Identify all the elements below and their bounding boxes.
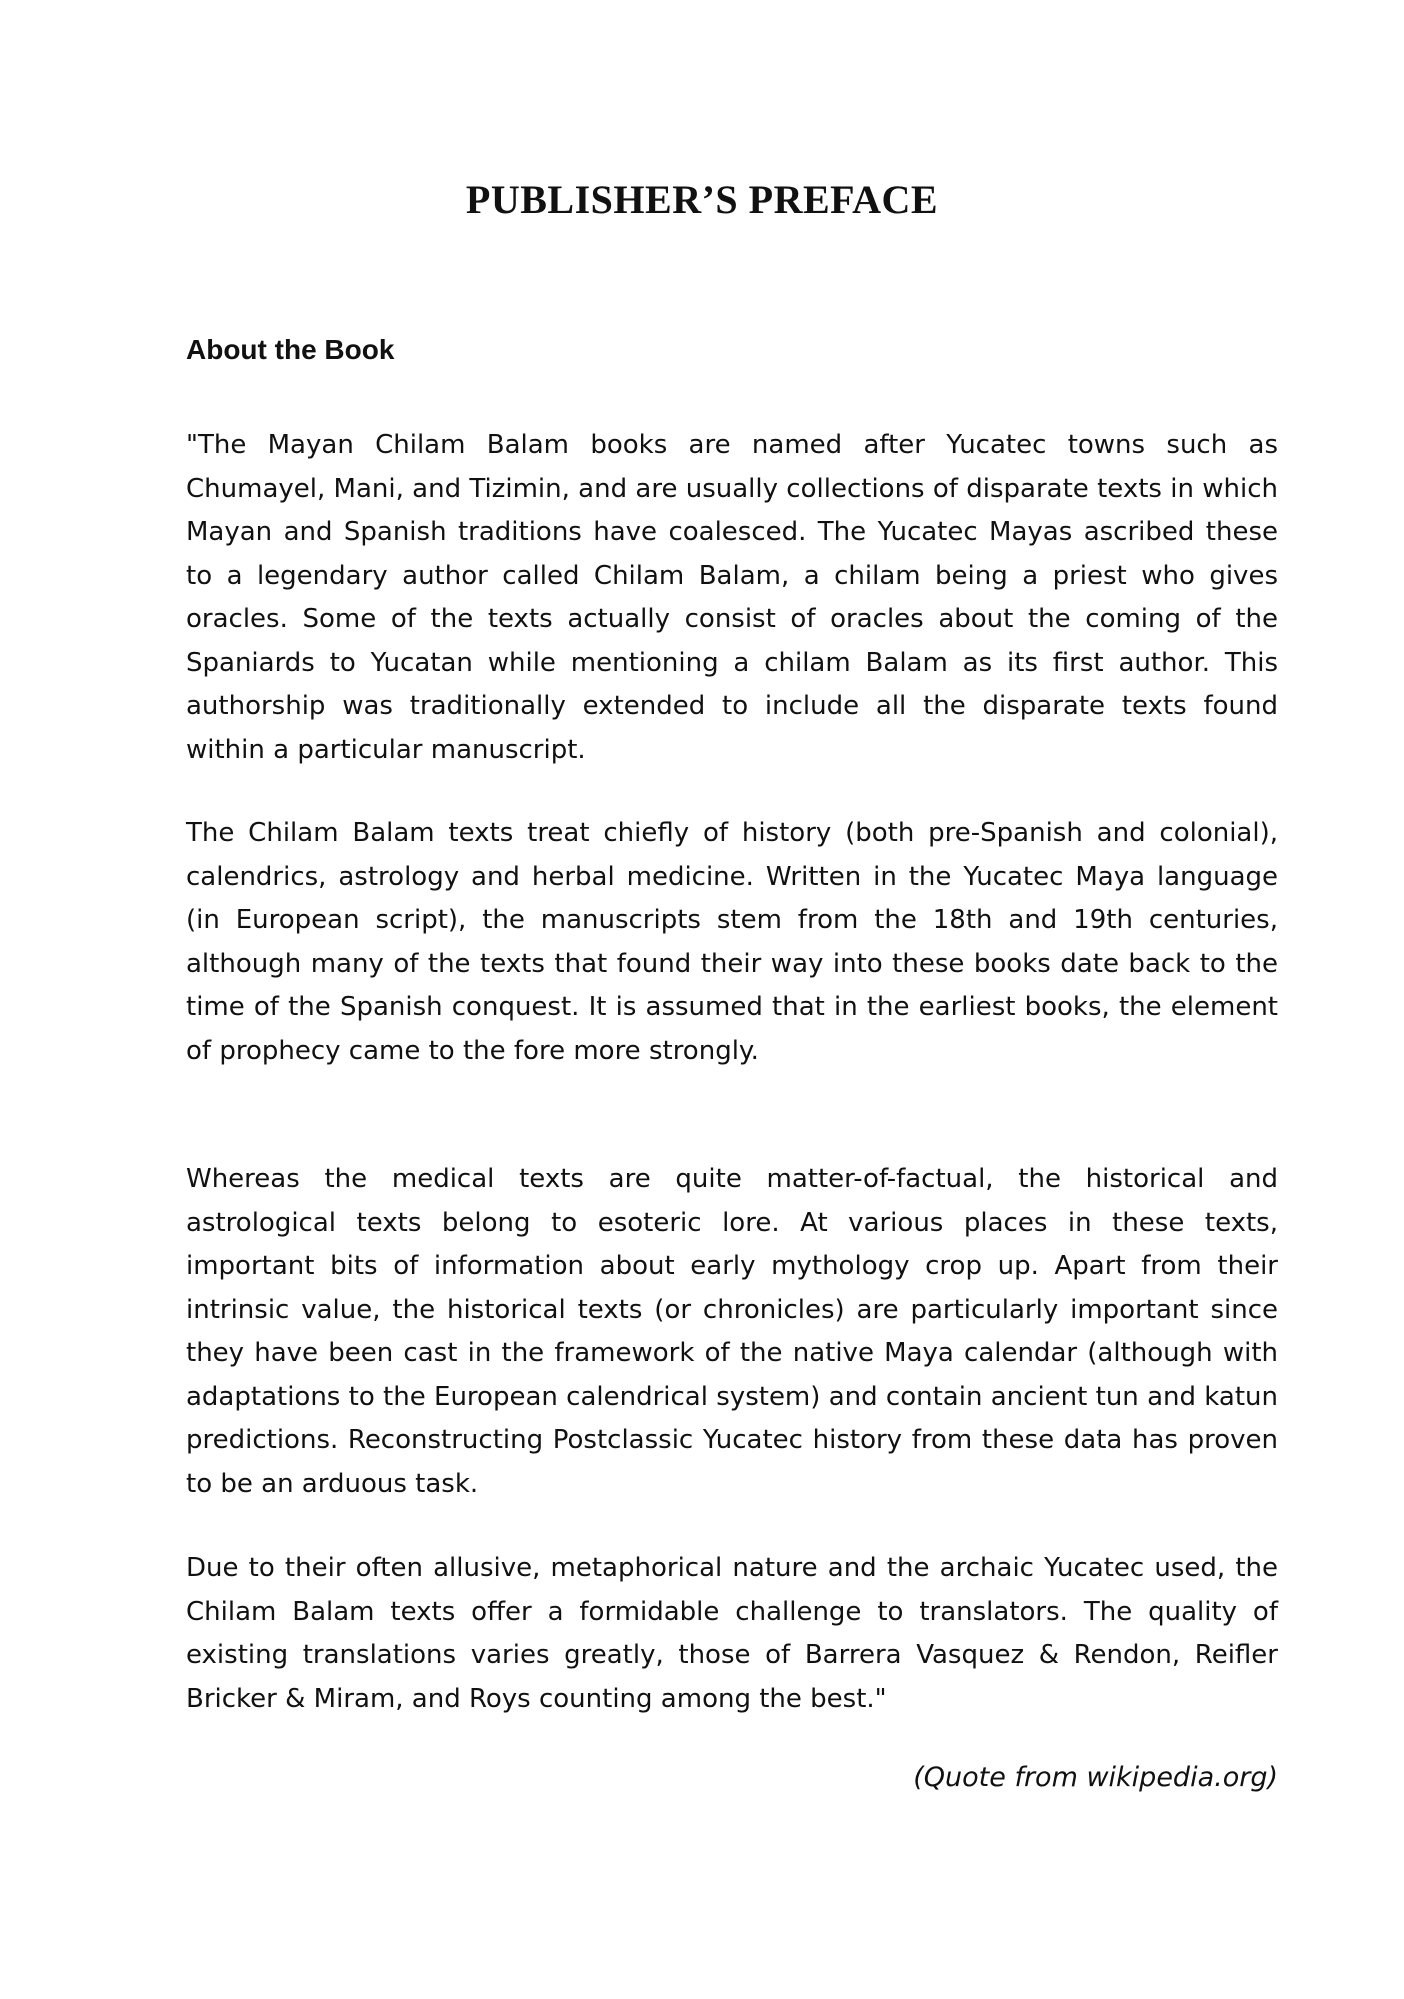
paragraph-1: "The Mayan Chilam Balam books are named after Yucatec towns such as Chumayel, Mani, and Tizimin, and are usually collections of disparate texts in which Mayan and Spanish traditions have coalesced. The Yucatec Mayas ascribed these to a legendary author called Chilam Balam, a chilam being a priest who gives oracles. Some of the texts actually consist of oracles about the coming of the Spaniards to Yucatan while mentioning a chilam Balam as its first author. This authorship was traditionally extended to include all the disparate texts found within a particular manuscript. (186, 430, 1278, 765)
quote-attribution: (Quote from wikipedia.org) (913, 1762, 1278, 1793)
paragraph-2: The Chilam Balam texts treat chiefly of history (both pre-Spanish and colonial), calendrics, astrology and herbal medicine. Written in the Yucatec Maya language (in European script), the manuscripts stem from the 18th and 19th centuries, although many of the texts that found their way into these books date back to the time of the Spanish conquest. It is assumed that in the earliest books, the element of prophecy came to the fore more strongly. (186, 818, 1278, 1066)
section-heading: About the Book (186, 334, 395, 365)
paragraph-4: Due to their often allusive, metaphorical nature and the archaic Yucatec used, the Chilam Balam texts offer a formidable challenge to translators. The quality of existing translations varies greatly, those of Barrera Vasquez & Rendon, Reifler Bricker & Miram, and Roys counting among the best." (186, 1553, 1278, 1714)
page-title: PUBLISHER’S PREFACE (465, 177, 939, 222)
paragraph-3: Whereas the medical texts are quite matter-of-factual, the historical and astrological texts belong to esoteric lore. At various places in these texts, important bits of information about early mythology crop up. Apart from their intrinsic value, the historical texts (or chronicles) are particularly important since they have been cast in the framework of the native Maya calendar (although with adaptations to the European calendrical system) and contain ancient tun and katun predictions. Reconstructing Postclassic Yucatec history from these data has proven to be an arduous task. (186, 1164, 1278, 1499)
